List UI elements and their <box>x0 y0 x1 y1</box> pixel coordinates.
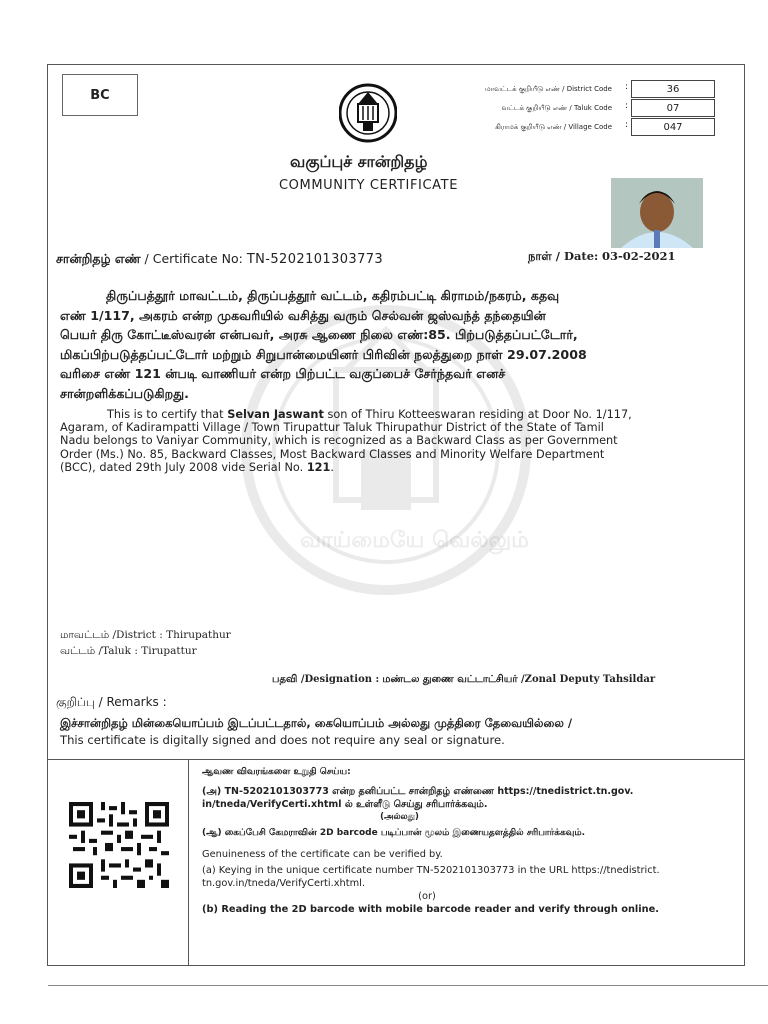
designation-row <box>272 674 655 686</box>
body-english-line <box>60 461 720 474</box>
body-tamil <box>60 286 720 403</box>
applicant-name: Selvan Jaswant <box>227 408 324 421</box>
verify-or-english: (or) <box>418 891 436 902</box>
colon: : <box>625 82 629 92</box>
taluk-code-label: வட்டக் குறியீடு எண் / Taluk Code <box>501 104 612 112</box>
body-text: This is to certify that <box>107 408 228 421</box>
verify-heading-tamil: ஆவண விவரங்களை உறுதி செய்ய: <box>202 767 351 777</box>
designation-value: மண்டல துணை வட்டாட்சியர் /Zonal Deputy Tahsildar <box>382 674 656 685</box>
taluk-value: Tirupattur <box>141 645 197 657</box>
village-code-value: 047 <box>631 118 715 136</box>
village-code-label: கிராமக் குறியீடு எண் / Village Code <box>495 123 612 131</box>
verify-or-tamil: (அல்லது) <box>380 812 419 822</box>
verify-option-a-english: (a) Keying in the unique certificate number TN-5202101303773 in the URL https://tnedistrict. <box>202 865 660 876</box>
body-tamil-line: மிகப்பிற்படுத்தப்பட்டோர் மற்றும் சிறுபான்மையினர் பிரிவின் நலத்துறை நாள் 29.07.2008 <box>60 346 587 362</box>
verify-option-b-english: (b) Reading the 2D barcode with mobile barcode reader and verify through online. <box>202 904 659 915</box>
body-english-line <box>60 408 720 421</box>
watermark-motto: வாய்மையே வெல்லும் <box>300 528 529 553</box>
district-code-value: 36 <box>631 80 715 98</box>
verify-heading-english: Genuineness of the certificate can be verified by. <box>202 849 443 860</box>
verify-option-a-english-cont: tn.gov.in/tneda/VerifyCerti.xhtml. <box>202 878 365 889</box>
designation-label: பதவி /Designation : <box>272 674 380 685</box>
category-badge: BC <box>62 74 138 116</box>
certificate-number: TN-5202101303773 <box>246 252 384 267</box>
body-english-line: Agaram, of Kadirampatti Village / Town Tirupattur Taluk Thirupathur District of the State of Tamil <box>60 421 604 435</box>
body-tamil-line: சான்றளிக்கப்படுகிறது. <box>60 385 189 401</box>
taluk-row <box>60 645 197 658</box>
body-tamil-line: பெயர் திரு கோட்டீஸ்வரன் என்பவர், அரசு ஆணை நிலை எண்:85. பிற்படுத்தப்பட்டோர், <box>60 327 578 342</box>
date-row <box>528 249 676 265</box>
colon: : <box>625 101 629 111</box>
remarks-tamil: இச்சான்றிதழ் மின்கையொப்பம் இடப்பட்டதால், கையொப்பம் அல்லது முத்திரை தேவையில்லை / <box>60 716 573 730</box>
district-code-label: மாவட்டக் குறியீடு எண் / District Code <box>485 85 612 93</box>
body-text: (BCC), dated 29th July 2008 vide Serial No. <box>60 460 307 474</box>
body-tamil-line: எண் 1/117, அகரம் என்ற முகவரியில் வசித்து வரும் செல்வன் ஜஸ்வந்த் தந்தையின் <box>60 307 546 323</box>
body-text: son of Thiru Kotteeswaran residing at Door No. 1/117, <box>323 408 632 421</box>
body-english <box>60 408 720 474</box>
qr-divider <box>188 759 189 965</box>
remarks-label: குறிப்பு / Remarks : <box>56 695 167 709</box>
certificate-number-label-english: / Certificate No: <box>144 251 243 266</box>
date-value: 03-02-2021 <box>601 249 676 263</box>
body-text: . <box>330 460 334 474</box>
remarks-english: This certificate is digitally signed and does not require any seal or signature. <box>60 733 505 747</box>
verification-block <box>202 766 732 916</box>
title-english: COMMUNITY CERTIFICATE <box>279 178 459 193</box>
district-value: Thirupathur <box>166 629 231 641</box>
tamilnadu-emblem-logo <box>339 82 397 144</box>
district-row <box>60 629 231 642</box>
page-bottom-rule <box>48 985 768 986</box>
serial-number: 121 <box>306 460 331 474</box>
certificate-number-row <box>56 251 383 268</box>
applicant-photo <box>611 178 703 248</box>
date-label: நாள் / Date: <box>528 249 599 263</box>
body-tamil-line: திருப்பத்தூர் மாவட்டம், திருப்பத்தூர் வட்டம், கதிரம்பட்டி கிராமம்/நகரம், கதவு <box>106 288 560 303</box>
certificate-number-label-tamil: சான்றிதழ் எண் <box>56 251 141 266</box>
taluk-code-value: 07 <box>631 99 715 117</box>
qr-code[interactable] <box>69 802 169 888</box>
title-tamil: வகுப்புச் சான்றிதழ் <box>290 152 428 171</box>
body-tamil-line: வரிசை எண் 121 ன்படி வாணியர் என்ற பிற்பட்ட வகுப்பைச் சேர்ந்தவர் எனச் <box>60 366 506 381</box>
district-label: மாவட்டம் /District : <box>60 629 163 641</box>
verify-option-b-tamil: (ஆ) கைப்பேசி கேமராவின் 2D barcode படிப்பான் மூலம் இணையதளத்தில் சரிபார்க்கவும். <box>202 828 586 838</box>
colon: : <box>625 120 629 130</box>
verify-option-a-tamil-cont: in/tneda/VerifyCerti.xhtml ல் உள்ளீடு செய்து சரிபார்க்கவும். <box>202 799 488 810</box>
taluk-label: வட்டம் /Taluk : <box>60 645 138 657</box>
body-english-line: Order (Ms.) No. 85, Backward Classes, Most Backward Classes and Minority Welfare Department <box>60 447 605 461</box>
verify-option-a-tamil: (அ) TN-5202101303773 என்ற தனிப்பட்ட சான்றிதழ் எண்ணை https://tnedistrict.tn.gov. <box>202 786 634 797</box>
body-english-line: Nadu belongs to Vaniyar Community, which is recognized as a Backward Class as per Government <box>60 434 618 448</box>
section-divider <box>48 759 745 760</box>
